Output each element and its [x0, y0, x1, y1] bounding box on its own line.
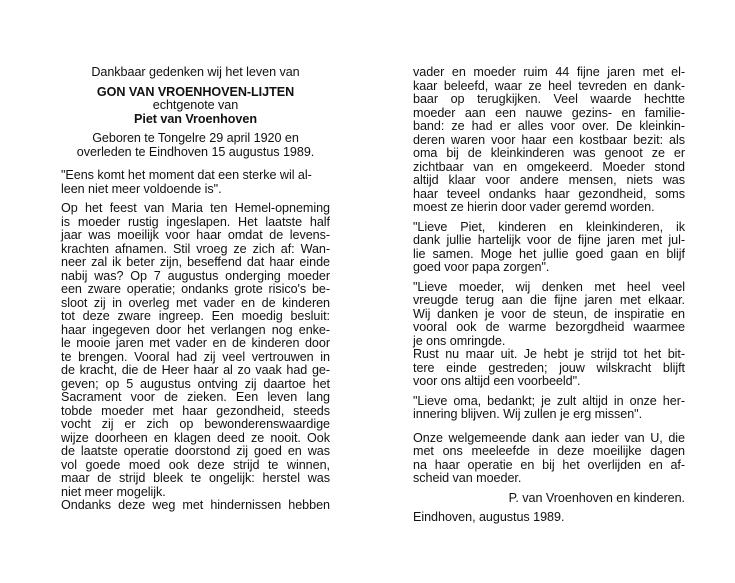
text-line: tobde moeder met haar gezondheid, steeds — [61, 403, 330, 418]
text-line: "Lieve oma, bedankt; je zult altijd in onze her- — [413, 393, 685, 408]
text-line: le mooie jaren met vader en de kinderen door — [61, 336, 330, 350]
spouse-label: echtgenote van — [152, 98, 239, 112]
text-line: "Lieve Piet, kinderen en kleinkinderen, ik — [413, 219, 685, 234]
text-line: goed voor papa zorgen". — [413, 260, 550, 274]
text-line: maar de strijd bleek te ongelijk: herstel was — [61, 471, 330, 485]
life-story-paragraph — [61, 202, 330, 513]
right-column — [413, 66, 685, 525]
family-life-paragraph — [413, 66, 685, 215]
text-line: de laatste operatie doorstond zij goed en was — [61, 444, 330, 458]
text-line: met ons meeleefde in deze moeilijke dagen — [413, 444, 685, 458]
text-line: Ondanks deze weg met hindernissen hebben — [61, 498, 330, 512]
text-line: lie samen. Moge het jullie goed gaan en blijf — [413, 246, 685, 261]
text-line: moest ze hierin door vader geremd worden. — [413, 200, 655, 214]
text-line: Wij danken je voor de steun, de inspiratie en — [413, 306, 685, 321]
text-line: vol goede moed ook deze strijd te winnen, — [61, 457, 330, 472]
place-date: Eindhoven, augustus 1989. — [413, 510, 565, 524]
text-line: je ons omringde. — [413, 333, 506, 348]
text-line: Op het feest van Maria ten Hemel-opneming — [61, 201, 330, 215]
text-line: sloot zij in overleg met vader en de kinderen — [61, 295, 330, 310]
text-line: jaar was moeilijk voor haar omdat de levens- — [61, 228, 330, 242]
text-line: innering blijven. Wij zullen je erg missen". — [413, 407, 643, 421]
text-line: krachten afnamen. Stil vroeg ze zich af: Wan- — [61, 241, 330, 256]
text-line: Rust nu maar uit. Je hebt je strijd tot het bit- — [413, 347, 685, 361]
text-line: na haar operatie en bij het overlijden en af- — [413, 457, 685, 472]
spouse-name: Piet van Vroenhoven — [134, 111, 257, 126]
text-line: "Eens komt het moment dat een sterke wil al- — [61, 168, 312, 182]
text-line: zichtbaar van en omgekeerd. Moeder stond — [413, 159, 685, 174]
intro-text: Dankbaar gedenken wij het leven van — [91, 65, 300, 79]
text-line: wijze doorheen en klagen deed ze nooit. Ook — [61, 430, 330, 445]
text-line: "Lieve moeder, wij denken met heel veel — [413, 279, 685, 294]
text-line: nabij was? Op 7 augustus onderging moeder — [61, 268, 330, 283]
text-line: Sacrament voor de zieken. Een leven lang — [61, 390, 330, 404]
born-line: Geboren te Tongelre 29 april 1920 en — [92, 131, 299, 145]
text-line: een zware operatie; ondanks grote risico's be- — [61, 282, 330, 296]
text-line: neer zal ik beter zijn, beseffend dat haar einde — [61, 255, 330, 269]
text-line: leen niet meer voldoende is". — [61, 181, 222, 196]
text-line: scheid van moeder. — [413, 471, 522, 485]
text-line: deren waren voor haar een kostbaar bezit: als — [413, 132, 685, 147]
text-line: geven; op 5 augustus ontving zij daartoe het — [61, 376, 330, 391]
text-line: haar ingegeven door het verlangen nog enke- — [61, 322, 330, 337]
text-line: vreugde terug aan die fijne jaren met elkaar. — [413, 293, 685, 307]
text-line: dank jullie hartelijk voor de fijne jaren met jul- — [413, 233, 685, 247]
thanks-paragraph — [413, 432, 685, 486]
message-to-mother — [413, 281, 685, 389]
text-line: te brengen. Vooral had zij veel vertrouwen in — [61, 349, 330, 364]
text-line: band: ze had er alles voor over. De kleinkin- — [413, 119, 685, 133]
message-to-grandmother — [413, 395, 685, 422]
deceased-name: GON VAN VROENHOVEN-LIJTEN — [96, 84, 295, 99]
text-line: is moeder rustig ingeslapen. Het laatste half — [61, 214, 330, 229]
text-line: vooral ook de warme bezorgdheid waarmee — [413, 320, 685, 334]
text-line: voor ons altijd een voorbeeld". — [413, 374, 581, 388]
text-line: altijd klaar voor andere mensen, niets was — [413, 173, 685, 187]
text-line: tot deze zware ingreep. Een moedig besluit: — [61, 309, 330, 323]
text-line: oma bij de kleinkinderen was genoot ze er — [413, 146, 685, 160]
card-header — [61, 66, 330, 159]
opening-quote — [61, 169, 330, 196]
left-column — [61, 66, 330, 513]
text-line: niet meer mogelijk. — [61, 484, 166, 499]
message-to-family — [413, 221, 685, 275]
text-line: baar op terugkijken. Veel waarde hechtte — [413, 92, 685, 106]
text-line: kaar beleefd, waar ze heel tevreden en dank- — [413, 78, 685, 93]
text-line: haar teveel ondanks haar gezondheid, soms — [413, 186, 685, 201]
died-line: overleden te Eindhoven 15 augustus 1989. — [76, 144, 315, 159]
text-line: de kracht, die de Heer haar al zo vaak had ge- — [61, 363, 330, 377]
text-line: tere einde gestreden; jouw wilskracht blijft — [413, 360, 685, 375]
text-line: vocht zij er zich op bewonderenswaardige — [61, 417, 330, 431]
text-line: Onze welgemeende dank aan ieder van U, die — [413, 430, 685, 445]
text-line: vader en moeder ruim 44 fijne jaren met el- — [413, 65, 685, 79]
text-line: moeder aan een nauwe gezins- en familie- — [413, 105, 685, 120]
signature: P. van Vroenhoven en kinderen. — [508, 490, 685, 505]
